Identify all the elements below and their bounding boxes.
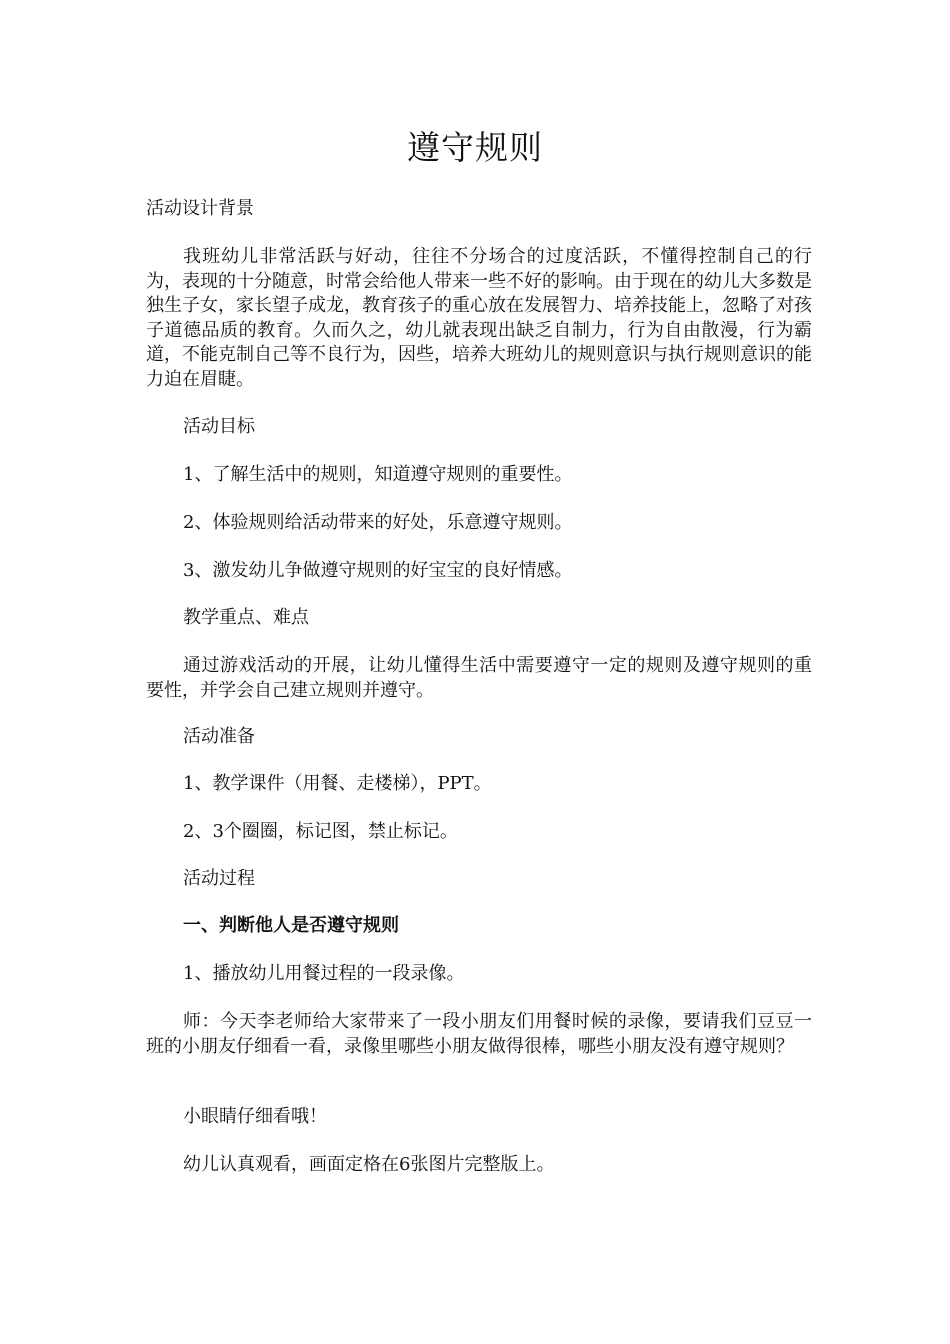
goal-item-1: 1、了解生活中的规则，知道遵守规则的重要性。 <box>183 464 573 485</box>
section-heading-process: 活动过程 <box>183 868 255 889</box>
process-item-1: 1、播放幼儿用餐过程的一段录像。 <box>183 963 465 984</box>
key-points-paragraph: 通过游戏活动的开展，让幼儿懂得生活中需要遵守一定的规则及遵守规则的重要性，并学会自己建立规则并遵守。 <box>146 655 812 701</box>
goal-item-2: 2、体验规则给活动带来的好处，乐意遵守规则。 <box>183 512 573 533</box>
background-paragraph: 我班幼儿非常活跃与好动，往往不分场合的过度活跃，不懂得控制自己的行为，表现的十分随意，时常会给他人带来一些不好的影响。由于现在的幼儿大多数是独生子女，家长望子成龙，教育孩子的重心放在发展智力、培养技能上，忽略了对孩子道德品质的教育。久而久之，幼儿就表现出缺乏自制力，行为自由散漫，行为霸道，不能克制自己等不良行为，因些，培养大班幼儿的规则意识与执行规则意识的能力迫在眉睫。 <box>146 246 812 390</box>
preparation-item-2: 2、3个圈圈，标记图，禁止标记。 <box>183 821 458 842</box>
preparation-item-1: 1、教学课件（用餐、走楼梯），PPT。 <box>183 773 492 794</box>
section-heading-goals: 活动目标 <box>183 416 255 437</box>
teacher-speech-paragraph: 师：今天李老师给大家带来了一段小朋友们用餐时候的录像，要请我们豆豆一班的小朋友仔细看一看，录像里哪些小朋友做得很棒，哪些小朋友没有遵守规则？ <box>146 1011 812 1057</box>
goal-item-3: 3、激发幼儿争做遵守规则的好宝宝的良好情感。 <box>183 560 573 581</box>
section-heading-background: 活动设计背景 <box>146 198 254 219</box>
section-heading-key-points: 教学重点、难点 <box>183 607 309 628</box>
observation-line: 幼儿认真观看，画面定格在6张图片完整版上。 <box>183 1154 555 1175</box>
instruction-line: 小眼睛仔细看哦！ <box>183 1106 327 1127</box>
process-step-heading: 一、判断他人是否遵守规则 <box>183 915 399 936</box>
section-heading-preparation: 活动准备 <box>183 726 255 747</box>
document-title: 遵守规则 <box>407 128 543 167</box>
